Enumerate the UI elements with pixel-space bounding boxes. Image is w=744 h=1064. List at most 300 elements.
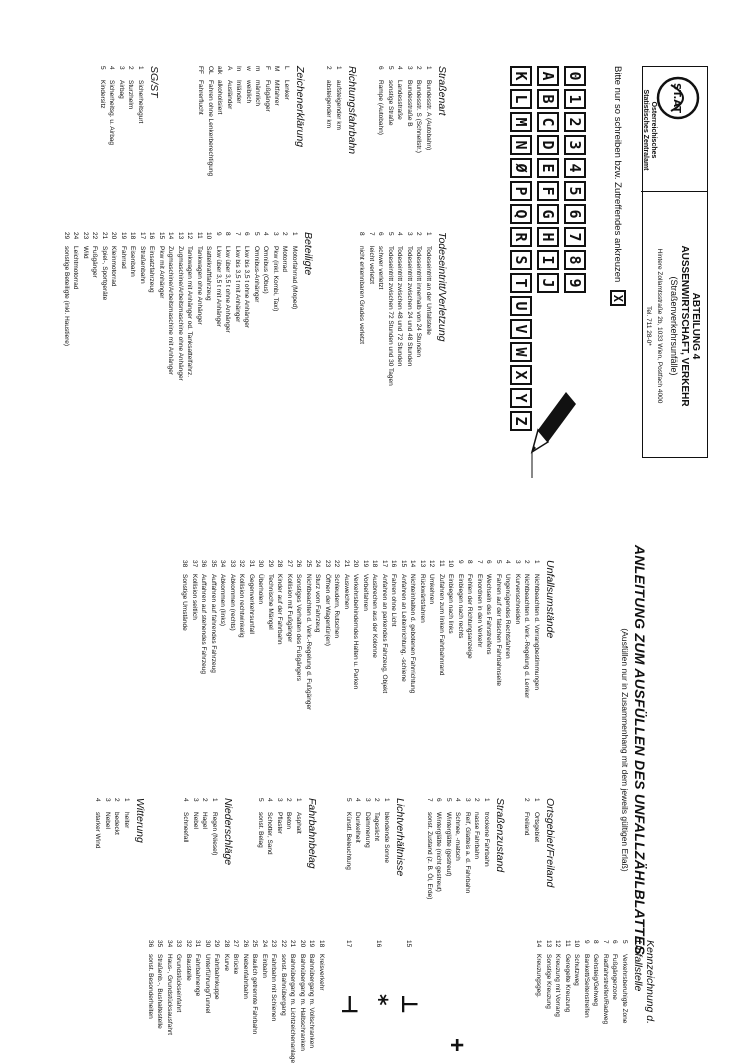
list-item — [191, 798, 201, 916]
list-item — [399, 560, 409, 782]
item-text: Fußgänger — [264, 80, 271, 112]
item-number: 1 — [425, 66, 432, 70]
item-text: heiter — [123, 812, 130, 829]
item-number: 29 — [267, 560, 274, 568]
richtung-title: Richtungsfahrbahn — [346, 66, 358, 155]
item-text: Asphalt — [295, 812, 302, 834]
sample-cell: E — [537, 158, 559, 178]
item-number: 13 — [545, 940, 552, 948]
list-item — [180, 560, 190, 782]
item-number: 1 — [425, 232, 432, 236]
list-item — [284, 798, 294, 916]
item-number: 6 — [377, 66, 385, 70]
list-item — [405, 66, 415, 174]
list-item — [260, 940, 270, 1062]
item-number: 11 — [564, 940, 571, 947]
list-item — [563, 940, 573, 1062]
item-text: Ungenügendes Rechtsfahren — [504, 574, 512, 659]
list-item — [405, 232, 415, 432]
item-text: Sonstiges Verhalten des Fußgängers — [295, 574, 303, 681]
item-text: Fahren auf der falschen Fahrbahnseite — [495, 574, 502, 687]
item-text: Zugmaschine/Arbeitsmaschine mit Anhänger — [167, 246, 175, 375]
kenn-title: Kennzeichnung d. Unfallstelle — [632, 940, 656, 1025]
sample-grid — [510, 66, 586, 434]
item-text: Unterführung/Tunnel — [204, 954, 211, 1014]
item-text: Nichtbeachten d. Verk.-Regelung d. Fußgänger — [305, 574, 312, 711]
item-number: 1 — [533, 798, 540, 802]
list-item — [591, 940, 601, 1062]
list-item — [395, 66, 405, 174]
list-item — [193, 940, 203, 1062]
item-text: nasse Fahrbahn — [473, 812, 481, 859]
item-text: blendende Sonne — [383, 812, 390, 863]
list-item — [424, 66, 434, 174]
list-item — [544, 940, 554, 1062]
sample-cell: J — [537, 273, 559, 293]
witterung-items-list — [93, 798, 131, 916]
list-item — [353, 798, 363, 916]
list-item — [62, 232, 72, 442]
header-divider — [641, 191, 707, 192]
item-text: Lenker — [283, 80, 290, 100]
kenn-marker-16: * — [366, 994, 392, 1006]
list-item — [225, 66, 235, 214]
list-item — [242, 232, 252, 442]
list-item — [313, 560, 323, 782]
belag-items-list — [256, 798, 304, 916]
item-text: Nichteinhalten d. gebotenen Fahrrichtung — [409, 574, 417, 694]
sample-cell: V — [510, 319, 532, 339]
list-item — [100, 232, 110, 442]
section-beteiligte — [62, 232, 315, 442]
item-number: 4 — [182, 798, 190, 802]
item-number: alk — [216, 66, 224, 75]
strassenzustand-items-list — [425, 798, 492, 928]
item-number: 36 — [200, 560, 208, 568]
list-item — [203, 940, 213, 1062]
item-text: Bahnübergang m. Lichtzeichenanlage — [289, 954, 297, 1064]
list-item — [408, 560, 418, 782]
list-item — [453, 798, 463, 928]
list-item — [389, 560, 399, 782]
item-number: 16 — [390, 560, 398, 568]
item-text: Kreuzungsgeg. — [535, 954, 543, 998]
item-number: 29 — [63, 232, 70, 240]
item-number: 24 — [72, 232, 80, 240]
list-item — [272, 66, 282, 214]
list-item — [166, 232, 176, 442]
item-text: Todeseintritt an der Unfallstelle — [425, 246, 432, 335]
item-text: Straßenb.-, Bushaltestelle — [156, 954, 164, 1029]
list-item — [427, 560, 437, 782]
item-number: 29 — [213, 940, 221, 948]
list-item — [456, 560, 466, 782]
item-text: Auffahren auf fahrendes Fahrzeug — [210, 574, 217, 673]
item-number: 23 — [270, 940, 278, 948]
beteiligte-title: Beteiligte — [302, 232, 314, 276]
kenn-marker-15: ⊥ — [396, 994, 422, 1015]
sample-cell: K — [510, 66, 532, 86]
item-text: Umkehren — [428, 574, 436, 604]
item-number: 19 — [120, 232, 127, 240]
item-text: Pkw (inkl. Kombi, Taxi) — [272, 246, 279, 312]
strassenzustand-title: Straßenzustand — [494, 798, 506, 873]
item-number: 18 — [371, 560, 379, 568]
sample-cell: L — [510, 89, 532, 109]
item-text: Schnee, -matsch — [454, 812, 462, 861]
list-item — [195, 232, 205, 442]
item-number: 21 — [101, 232, 108, 240]
item-text: Fahren ohne Licht — [390, 574, 398, 627]
list-item — [181, 798, 191, 916]
item-number: 1 — [383, 798, 390, 802]
list-item — [184, 940, 194, 1062]
sample-cell: W — [510, 342, 532, 362]
item-text: Bankett/Seitenstreifen — [583, 954, 590, 1018]
section-sgst — [98, 66, 161, 174]
item-number: 21 — [343, 560, 350, 568]
list-item — [323, 560, 333, 782]
item-text: Eisenbahn — [129, 246, 137, 277]
list-item — [119, 232, 129, 442]
section-strassenart — [376, 66, 448, 174]
item-number: 19 — [362, 560, 369, 568]
item-number: 30 — [257, 560, 265, 568]
item-number: 8 — [592, 940, 600, 944]
item-text: Todeseintritt zwischen 48 und 72 Stunden — [396, 246, 404, 367]
list-item — [244, 66, 254, 214]
list-item — [126, 66, 136, 174]
item-text: Sonstige Kreuzung — [545, 954, 552, 1009]
item-text: Dunkelheit — [354, 812, 362, 843]
item-text: weiblich — [245, 80, 252, 104]
strassenart-title: Straßenart — [436, 66, 448, 116]
item-text: Spiel-, Sportgeräte — [101, 246, 108, 301]
list-item — [269, 940, 279, 1062]
item-text: Einordnen in den Verkehr — [476, 574, 483, 648]
item-number: 4 — [108, 66, 116, 70]
item-text: Motorrad — [281, 246, 289, 273]
list-item — [231, 940, 241, 1062]
section-licht — [344, 798, 407, 916]
section-belag — [256, 798, 319, 916]
item-text: Öffnen der Wagentür(en) — [324, 574, 331, 646]
list-item — [484, 560, 494, 782]
list-item — [266, 560, 276, 782]
item-text: aufsteigender km — [335, 80, 342, 130]
item-text: Lkw bis 3,5 t ohne Anhänger — [243, 246, 251, 329]
item-text: Einbiegen nach rechts — [457, 574, 464, 639]
list-item — [434, 798, 444, 928]
kenn-marker-14: + — [443, 1038, 470, 1053]
list-item — [261, 232, 271, 442]
list-item — [532, 560, 542, 782]
niederschlag-title: Niederschläge — [222, 798, 234, 866]
item-text: Winterglätte (gestreut) — [445, 812, 452, 877]
list-item — [380, 560, 390, 782]
item-text: Tankwagen mit Anhänger od. Tanksattelfahrz. — [186, 246, 194, 378]
item-number: 11 — [196, 232, 203, 239]
item-text: Sturzhelm — [127, 80, 135, 110]
item-number: 23 — [82, 232, 89, 240]
item-text: schwer verletzt — [377, 246, 385, 290]
item-text: Sturz vom Fahrzeug — [314, 574, 322, 633]
item-text: Inländer — [235, 80, 243, 104]
list-item — [367, 232, 377, 432]
richtung-items-list — [324, 66, 343, 174]
list-item — [361, 560, 371, 782]
item-text: Schotter, Sand — [266, 812, 274, 855]
list-item — [414, 66, 424, 174]
sample-cell: Q — [510, 204, 532, 224]
list-item — [370, 560, 380, 782]
item-number: 7 — [234, 232, 241, 236]
item-number: 37 — [191, 560, 198, 568]
list-item — [138, 232, 148, 442]
item-number: 4 — [262, 232, 270, 236]
item-number: 2 — [415, 66, 423, 70]
item-number: 8 — [224, 232, 232, 236]
item-text: Kleinmotorrad — [110, 246, 118, 287]
list-item — [206, 66, 216, 214]
item-text: Vorbeifahren — [362, 574, 369, 611]
item-number: 30 — [204, 940, 211, 948]
dept-line-1: ABTEILUNG 4 — [690, 292, 701, 360]
item-number: 14 — [409, 560, 417, 568]
sample-cell: Z — [510, 411, 532, 431]
anleitung-subtitle: (Ausfüllen nur in Zusammenhang mit dem jeweils gültigen Erlaß) — [620, 628, 630, 872]
item-number: 4 — [454, 798, 462, 802]
list-item — [344, 798, 354, 916]
item-text: Kollision rechtwinkelig — [238, 574, 246, 638]
item-number: 20 — [352, 560, 360, 568]
item-text: Bundesstr. S (Schnellstr.) — [415, 80, 423, 153]
list-item — [342, 560, 352, 782]
item-number: 35 — [210, 560, 217, 568]
item-text: Überholen — [257, 574, 265, 604]
sample-cell: A — [537, 66, 559, 86]
item-text: Lkw über 3,5 t ohne Anhänger — [224, 246, 232, 333]
item-number: 32 — [185, 940, 192, 948]
list-item — [553, 940, 563, 1062]
sample-cell: H — [537, 227, 559, 247]
list-item — [185, 232, 195, 442]
item-number: m — [254, 66, 262, 72]
list-item — [482, 798, 492, 928]
list-item — [165, 940, 175, 1062]
item-text: Verkehrsbehinderndes Halten u. Parken — [352, 574, 360, 690]
list-item — [334, 66, 344, 174]
item-number: 21 — [289, 940, 297, 948]
list-item — [176, 232, 186, 442]
item-number: 3 — [104, 798, 111, 802]
todes-title: Todeseintritt/Verletzung — [436, 232, 448, 342]
sample-cell: 7 — [564, 227, 586, 247]
item-number: 5 — [445, 798, 452, 802]
sample-row-letters-1 — [537, 66, 559, 434]
sample-cell: Ø — [510, 158, 532, 178]
list-item — [294, 798, 304, 916]
section-kenn — [534, 940, 656, 1062]
list-item — [620, 940, 630, 1062]
section-zeichen — [196, 66, 306, 214]
sample-cell: C — [537, 112, 559, 132]
instruction-text: Bitte nur so schreiben bzw. Zutreffendes ankreuzen — [612, 66, 624, 283]
item-text: Baustelle — [185, 954, 192, 981]
item-text: Bahnübergang m. Halbschranken — [299, 954, 306, 1051]
item-text: Nichtbeachten d. Verk.-Regelung d. Lenker — [523, 574, 531, 699]
list-item — [71, 232, 81, 442]
item-text: Sonstige Umstände — [181, 574, 189, 631]
item-number: 5 — [387, 232, 394, 236]
item-text: Sattelkraftfahrzeug — [205, 246, 213, 301]
item-text: Anfahren an parkendes Fahrzeug, Objekt — [381, 574, 388, 694]
item-text: Zugmaschine/Arbeitsmaschine ohne Anhänger — [177, 246, 184, 381]
sample-cell: N — [510, 135, 532, 155]
licht-title: Lichtverhältnisse — [394, 798, 406, 877]
unfall-title: Unfallsumstände — [544, 560, 556, 639]
list-item — [395, 232, 405, 432]
item-number: 3 — [514, 560, 521, 564]
list-item — [288, 940, 298, 1062]
logo-icon — [655, 75, 701, 121]
item-number: 5 — [253, 232, 260, 236]
item-text: Hagel — [201, 812, 209, 829]
item-number: 34 — [219, 560, 227, 568]
logo-text: ST.AT — [671, 82, 682, 114]
item-number: 2 — [285, 798, 293, 802]
ortsgebiet-title: Ortsgebiet/Freiland — [544, 798, 556, 888]
list-item — [386, 232, 396, 432]
item-number: 7 — [602, 940, 609, 944]
item-number: 6 — [377, 232, 385, 236]
item-number: 15 — [400, 560, 407, 568]
item-number: 15 — [158, 232, 165, 240]
item-number: 25 — [251, 940, 259, 948]
item-text: Lkw über 3,5 t mit Anhänger — [215, 246, 222, 327]
item-number: 24 — [261, 940, 268, 948]
item-text: Ausbrechen aus der Kolonne — [371, 574, 379, 658]
belag-title: Fahrbahnbelag — [306, 798, 318, 869]
list-item — [196, 66, 206, 214]
list-item — [253, 66, 263, 214]
item-text: sonst. Belag — [257, 812, 264, 848]
item-number: 22 — [280, 940, 287, 948]
list-item — [424, 232, 434, 432]
sample-cell: D — [537, 135, 559, 155]
list-item — [414, 232, 424, 432]
item-number: w — [245, 66, 252, 71]
item-text: Kurve — [223, 954, 230, 971]
list-item — [472, 798, 482, 928]
sample-cell: G — [537, 204, 559, 224]
ortsgebiet-items-list — [522, 798, 541, 916]
list-item — [475, 560, 485, 782]
item-number: 4 — [94, 798, 102, 802]
item-text: sonst. Bahnübergang — [280, 954, 287, 1016]
sample-checkbox: X — [610, 290, 626, 306]
item-number: 4 — [396, 66, 404, 70]
item-number: 14 — [535, 940, 543, 948]
list-item — [332, 560, 342, 782]
list-item — [522, 560, 532, 782]
list-item — [228, 560, 238, 782]
sample-cell: S — [510, 250, 532, 270]
todes-items-list — [357, 232, 433, 432]
sample-cell: 0 — [564, 66, 586, 86]
item-text: Geregelte Kreuzung — [564, 954, 571, 1013]
list-item — [324, 66, 334, 174]
item-text: Kollision mit Fußgänger — [286, 574, 293, 643]
item-text: Wild — [82, 246, 89, 259]
item-text: Haus-, Grundstücksausfahrt — [166, 954, 173, 1035]
item-text: sonst. Besonderheiten — [147, 954, 154, 1019]
item-number: 34 — [166, 940, 173, 948]
item-text: Schleudern, Rutschen — [333, 574, 341, 638]
item-number: 8 — [466, 560, 474, 564]
zeichen-items-list — [196, 66, 291, 214]
list-item — [256, 798, 266, 916]
item-number: 1 — [533, 560, 540, 564]
item-text: Airbag — [118, 80, 125, 99]
item-text: Bundesstr. A (Autobahn) — [425, 80, 432, 151]
item-number: 31 — [194, 940, 202, 948]
sample-cell: M — [510, 112, 532, 132]
list-item — [174, 940, 184, 1062]
item-text: Fahren ohne Lenkerberechtigung — [207, 80, 214, 177]
list-item — [136, 66, 146, 174]
item-text: Todeseintritt zwischen 24 und 48 Stunden — [406, 246, 413, 367]
item-text: Tankwagen ohne Anhänger — [196, 246, 203, 325]
sample-cell: 1 — [564, 89, 586, 109]
item-text: Sicherheitsg. u. Airbag — [108, 80, 116, 146]
list-item — [610, 940, 620, 1062]
item-text: Anfahren an Leiteinrichtung, -schiene — [400, 574, 407, 682]
list-item — [234, 66, 244, 214]
item-text: Beton — [285, 812, 293, 829]
item-number: 1 — [335, 66, 342, 70]
licht-items-list — [344, 798, 392, 916]
item-text: Fahrerflucht — [197, 80, 205, 115]
list-item — [601, 940, 611, 1062]
list-item — [252, 232, 262, 442]
item-number: 1 — [295, 798, 302, 802]
kenn-marker-17: ⊣ — [336, 994, 362, 1015]
sample-row-letters-2 — [510, 66, 532, 434]
list-item — [307, 940, 317, 1062]
list-item — [271, 232, 281, 442]
item-text: leicht verletzt — [368, 246, 375, 284]
item-text: Reif, Glatteis a. d. Fahrbahn — [464, 812, 471, 894]
item-text: absteigender km — [325, 80, 333, 129]
item-number: A — [226, 66, 233, 71]
item-number: 2 — [127, 66, 135, 70]
kenn-items_a-list — [534, 940, 629, 1062]
item-text: Fahrrad — [120, 246, 127, 269]
item-number: 2 — [373, 798, 381, 802]
list-item — [298, 940, 308, 1062]
item-number: 26 — [242, 940, 249, 948]
item-text: Bundesstraße B — [406, 80, 413, 127]
list-item — [280, 232, 290, 442]
org-line-2: Statistisches Zentralamt — [642, 89, 649, 171]
item-number: 7 — [476, 560, 483, 564]
kenn-marker-16-num: 16 — [375, 940, 383, 948]
kenn-marker-group — [334, 940, 424, 1062]
item-number: 22 — [91, 232, 99, 240]
item-number: 6 — [243, 232, 251, 236]
item-number: 1 — [137, 66, 144, 70]
